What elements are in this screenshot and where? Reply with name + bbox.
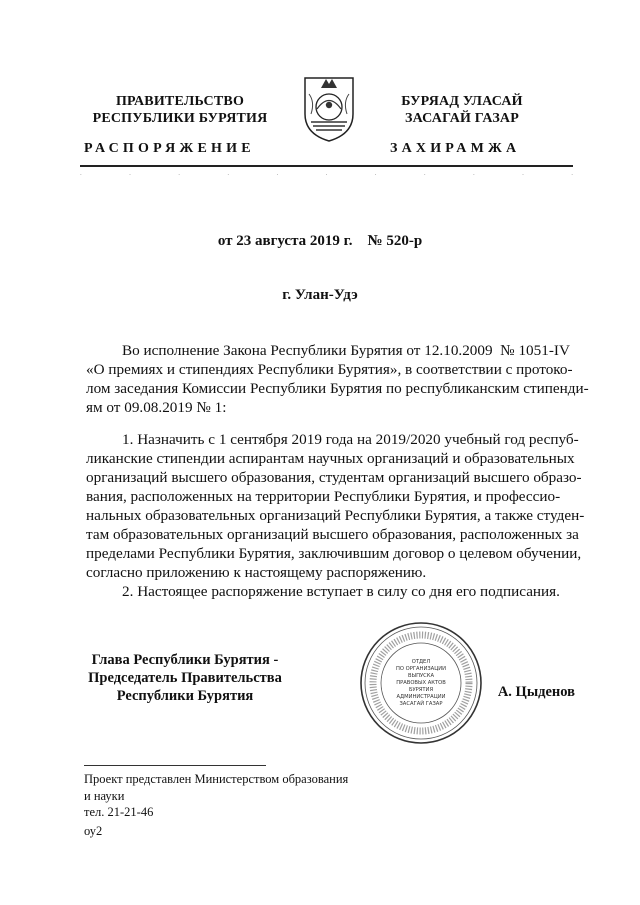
text-line: 2. Настоящее распоряжение вступает в силу со дня его подписания. xyxy=(122,583,560,600)
document-code: оу2 xyxy=(84,824,103,838)
text-line: согласно приложению к настоящему распоряжению. xyxy=(86,564,427,581)
signatory-name: А. Цыденов xyxy=(497,684,575,700)
official-seal-stamp xyxy=(358,620,484,746)
text-line: пределами Республики Бурятия, заключившим договор о целевом обучении, xyxy=(86,545,582,562)
order-city: г. Улан-Удэ xyxy=(282,287,358,303)
seal-text-line: ОТДЕЛ xyxy=(411,659,431,665)
footnote-divider xyxy=(84,765,266,766)
text-line: «О премиях и стипендиях Республики Бурятия», в соответствии с протоко- xyxy=(86,361,573,378)
signatory-title-line: Председатель Правительства xyxy=(88,670,282,686)
text-line: организаций высшего образования, студентам организаций высшего образо- xyxy=(86,469,582,486)
seal-text-line: ЗАСАГАЙ ГАЗАР xyxy=(399,701,443,707)
header-divider xyxy=(80,165,573,167)
text-line: ликанские стипендии аспирантам научных организаций и образовательных xyxy=(86,450,575,467)
order-date: от 23 августа 2019 г. xyxy=(217,233,353,249)
seal-text-line: БУРЯТИЯ xyxy=(408,687,434,693)
header-org-left xyxy=(80,93,280,127)
seal-text-line: ВЫПУСКА xyxy=(407,673,435,679)
seal-text-line: ПРАВОВЫХ АКТОВ xyxy=(396,680,446,686)
header-org-left-line: ПРАВИТЕЛЬСТВО xyxy=(115,94,245,109)
signatory-title-line: Глава Республики Бурятия - xyxy=(91,652,279,668)
footnote-line: тел. 21-21-46 xyxy=(84,805,154,819)
header-org-right-line: ЗАСАГАЙ ГАЗАР xyxy=(404,111,519,126)
order-number: № 520-р xyxy=(367,233,423,249)
text-line: вания, расположенных на территории Республики Бурятия, и профессио- xyxy=(86,488,561,505)
footnote xyxy=(84,771,348,821)
text-line: там образовательных организаций высшего образования, расположенных за xyxy=(86,526,579,543)
header-dotted-rule: . . . . . . . . . . . xyxy=(80,169,573,177)
header-org-right xyxy=(362,93,562,127)
order-date-number xyxy=(0,233,640,250)
header-org-left-line: РЕСПУБЛИКИ БУРЯТИЯ xyxy=(92,111,268,126)
text-line: 1. Назначить с 1 сентября 2019 года на 2019/2020 учебный год респуб- xyxy=(122,431,579,448)
doc-type-right: ЗАХИРАМЖА xyxy=(390,141,521,156)
clause-1-paragraph xyxy=(86,430,585,582)
coat-of-arms-emblem xyxy=(299,74,359,144)
text-line: лом заседания Комиссии Республики Бурятия по республиканским стипенди- xyxy=(86,380,589,397)
header-org-right-line: БУРЯАД УЛАСАЙ xyxy=(401,94,523,109)
footnote-line: Проект представлен Министерством образования xyxy=(84,772,349,786)
doc-type-left: РАСПОРЯЖЕНИЕ xyxy=(84,141,255,156)
seal-text-line: ПО ОРГАНИЗАЦИИ xyxy=(395,666,447,672)
signatory-title xyxy=(80,651,290,705)
text-line: нальных образовательных организаций Республики Бурятия, а также студен- xyxy=(86,507,585,524)
preamble-paragraph xyxy=(86,341,589,417)
seal-text-line: АДМИНИСТРАЦИИ xyxy=(396,694,446,700)
text-line: Во исполнение Закона Республики Бурятия от 12.10.2009 № 1051-IV xyxy=(122,342,570,359)
clause-2-paragraph xyxy=(86,582,572,601)
signatory-title-line: Республики Бурятия xyxy=(116,688,254,704)
footnote-line: и науки xyxy=(84,788,125,803)
text-line: ям от 09.08.2019 № 1: xyxy=(86,399,227,416)
